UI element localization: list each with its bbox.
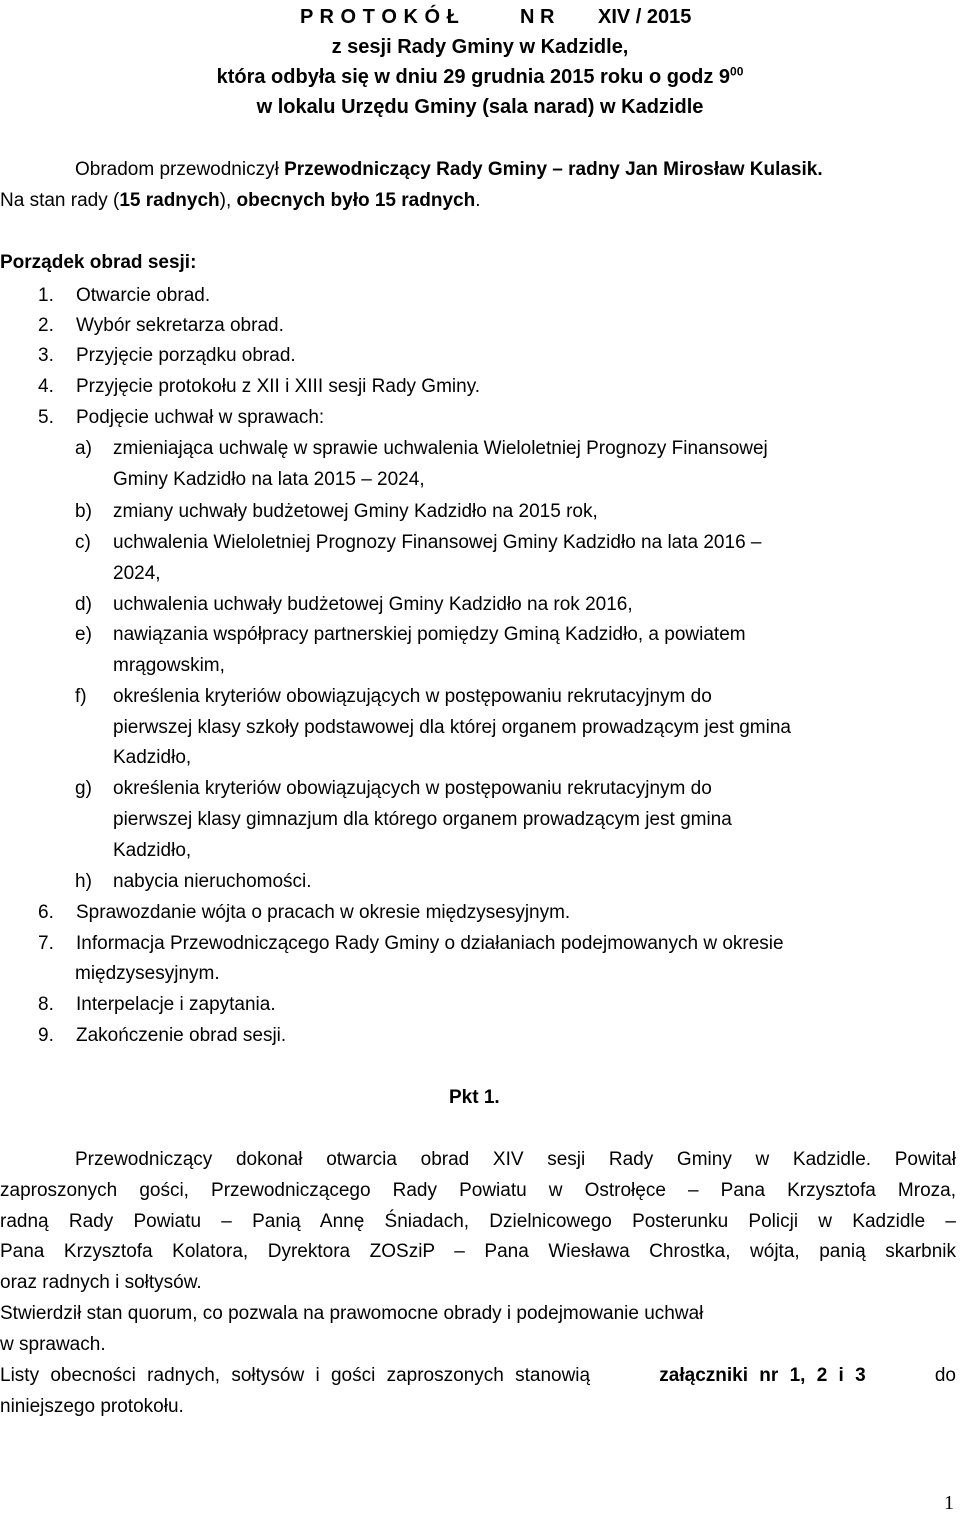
agenda-item-9 — [38, 1020, 286, 1051]
subitem-h — [75, 866, 312, 897]
item-text: Wybór sekretarza obrad. — [76, 315, 284, 336]
subitem-letter: e) — [75, 624, 92, 645]
subitem-g — [75, 773, 712, 804]
subitem-letter: d) — [75, 594, 92, 615]
intro-chair-name: Przewodniczący Rady Gminy – radny Jan Mirosław Kulasik. — [284, 159, 823, 180]
item-number: 9. — [38, 1025, 54, 1046]
item-text: Zakończenie obrad sesji. — [76, 1025, 287, 1046]
item-text: Przyjęcie protokołu z XII i XIII sesji Rady Gminy. — [76, 376, 481, 397]
subitem-b — [75, 496, 598, 527]
intro-chair-label: Obradom przewodniczył — [75, 159, 285, 180]
intro-present: obecnych było 15 radnych — [236, 190, 476, 211]
subitem-text: określenia kryteriów obowiązujących w postępowaniu rekrutacyjnym do — [113, 778, 712, 799]
pkt-paragraph-line-1: Przewodniczący dokonał otwarcia obrad XIV sesji Rady Gminy w Kadzidle. Powitał — [75, 1149, 956, 1170]
subitem-text: uchwalenia Wieloletniej Prognozy Finansowej Gminy Kadzidło na lata 2016 – — [113, 532, 762, 553]
page-number: 1 — [944, 1492, 954, 1514]
item-number: 4. — [38, 376, 54, 397]
subitem-letter: g) — [75, 778, 92, 799]
pkt-paragraph-line-3: radną Rady Powiatu – Panią Annę Śniadach, Dzielnicowego Posterunku Policji w Kadzidle – — [0, 1211, 956, 1232]
subitem-a — [75, 433, 768, 464]
attendance-text-end: do — [934, 1365, 956, 1386]
pkt-attendance-line-1 — [0, 1360, 956, 1391]
section-pkt-1-title: Pkt 1. — [449, 1087, 500, 1108]
agenda-title: Porządek obrad sesji: — [0, 252, 197, 273]
subitem-e — [75, 619, 746, 650]
agenda-item-7 — [38, 928, 784, 959]
subitem-letter: b) — [75, 501, 92, 522]
agenda-item-7-cont: międzysesyjnym. — [75, 963, 220, 984]
pkt-paragraph-line-4: Pana Krzysztofa Kolatora, Dyrektora ZOSziP – Pana Wiesława Chrostka, wójta, panią skarbnik — [0, 1241, 956, 1262]
intro-end: . — [475, 190, 481, 211]
item-text: Informacja Przewodniczącego Rady Gminy o działaniach podejmowanych w okresie — [76, 933, 784, 954]
pkt-quorum-line-2: w sprawach. — [0, 1334, 106, 1355]
subitem-text: nabycia nieruchomości. — [113, 871, 312, 892]
intro-text: Na stan rady ( — [0, 190, 120, 211]
intro-text-2: ), — [219, 190, 237, 211]
subitem-f — [75, 681, 712, 712]
subitem-text: nawiązania współpracy partnerskiej pomiędzy Gminą Kadzidło, a powiatem — [113, 624, 746, 645]
header-line-2: z sesji Rady Gminy w Kadzidle, — [331, 36, 629, 58]
item-text: Otwarcie obrad. — [76, 285, 211, 306]
item-text: Interpelacje i zapytania. — [76, 994, 276, 1015]
header-line-3 — [0, 62, 960, 92]
intro-line-2 — [0, 186, 480, 216]
agenda-item-6 — [38, 897, 570, 928]
header-line-4: w lokalu Urzędu Gminy (sala narad) w Kadzidle — [256, 96, 704, 118]
header-line-3-text: która odbyła się w dniu 29 grudnia 2015 roku o godz 9 — [216, 66, 731, 88]
item-number: 8. — [38, 994, 54, 1015]
item-number: 1. — [38, 285, 54, 306]
subitem-letter: c) — [75, 532, 91, 553]
item-number: 7. — [38, 933, 54, 954]
subitem-f-cont-1: pierwszej klasy szkoły podstawowej dla której organem prowadzącym jest gmina — [113, 717, 791, 738]
agenda-item-3 — [38, 340, 296, 371]
protocol-nr: N R — [520, 6, 555, 28]
agenda-item-1 — [38, 280, 210, 311]
item-number: 2. — [38, 315, 54, 336]
pkt-paragraph-line-5: oraz radnych i sołtysów. — [0, 1272, 202, 1293]
subitem-c-cont: 2024, — [113, 563, 161, 584]
subitem-g-cont-1: pierwszej klasy gimnazjum dla którego organem prowadzącym jest gmina — [113, 809, 732, 830]
item-text: Podjęcie uchwał w sprawach: — [76, 407, 325, 428]
attachments-reference: załączniki nr 1, 2 i 3 — [659, 1365, 866, 1386]
subitem-text: uchwalenia uchwały budżetowej Gminy Kadzidło na rok 2016, — [113, 594, 633, 615]
item-number: 3. — [38, 345, 54, 366]
agenda-item-8 — [38, 989, 276, 1020]
subitem-g-cont-2: Kadzidło, — [113, 840, 192, 861]
item-number: 6. — [38, 902, 54, 923]
subitem-text: określenia kryteriów obowiązujących w postępowaniu rekrutacyjnym do — [113, 686, 712, 707]
item-number: 5. — [38, 407, 54, 428]
intro-total: 15 radnych — [119, 190, 220, 211]
agenda-item-5 — [38, 402, 324, 433]
subitem-letter: h) — [75, 871, 92, 892]
protocol-title: P R O T O K Ó Ł — [300, 6, 460, 28]
subitem-letter: f) — [75, 686, 87, 707]
subitem-text: zmiany uchwały budżetowej Gminy Kadzidło na 2015 rok, — [113, 501, 598, 522]
subitem-e-cont: mrągowskim, — [113, 655, 225, 676]
subitem-f-cont-2: Kadzidło, — [113, 747, 192, 768]
subitem-letter: a) — [75, 438, 92, 459]
attendance-text: Listy obecności radnych, sołtysów i gości zaproszonych stanowią — [0, 1365, 591, 1386]
subitem-d — [75, 589, 633, 620]
intro-line-1 — [75, 155, 823, 185]
subitem-c — [75, 527, 761, 558]
header-time-superscript: 00 — [730, 64, 744, 79]
protocol-number: XIV / 2015 — [598, 6, 692, 28]
subitem-text: zmieniająca uchwalę w sprawie uchwalenia Wieloletniej Prognozy Finansowej — [113, 438, 768, 459]
item-text: Sprawozdanie wójta o pracach w okresie międzysesyjnym. — [76, 902, 571, 923]
agenda-item-4 — [38, 371, 480, 402]
pkt-attendance-line-2: niniejszego protokołu. — [0, 1396, 184, 1417]
agenda-item-2 — [38, 310, 284, 341]
item-text: Przyjęcie porządku obrad. — [76, 345, 296, 366]
pkt-paragraph-line-2: zaproszonych gości, Przewodniczącego Rady Powiatu w Ostrołęce – Pana Krzysztofa Mroza, — [0, 1180, 956, 1201]
subitem-a-cont: Gminy Kadzidło na lata 2015 – 2024, — [113, 469, 425, 490]
pkt-quorum-line-1: Stwierdził stan quorum, co pozwala na prawomocne obrady i podejmowanie uchwał — [0, 1303, 704, 1324]
